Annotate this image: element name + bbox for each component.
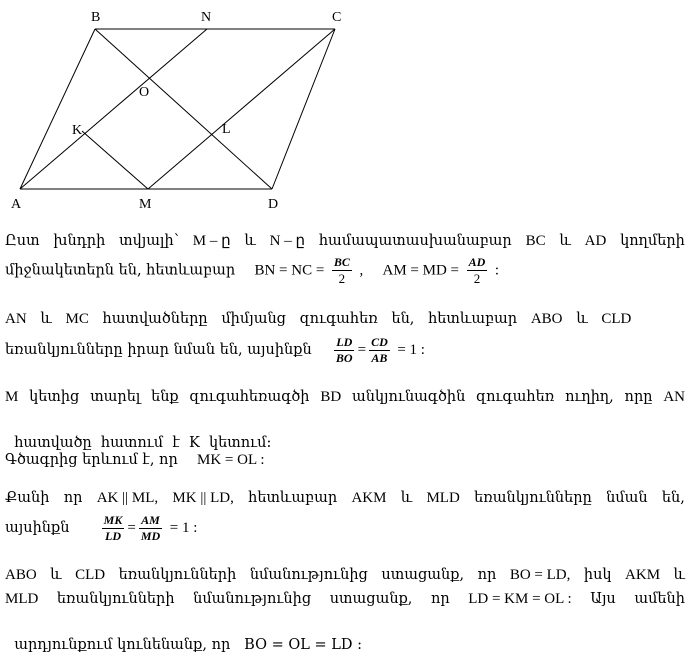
fraction-mk-ld	[102, 513, 125, 544]
parallelogram-figure	[0, 0, 693, 220]
word: և	[40, 311, 52, 327]
fraction-am-md	[139, 513, 162, 544]
p1-line2: միջնակետերն են, հետևաբար BN = NC = $\frac{BC}{2}$ , AM = MD = $\frac{AD}{2}$ :	[5, 255, 500, 286]
denominator: 2	[338, 271, 346, 286]
label-l: L	[222, 122, 231, 137]
word: իսկ	[583, 567, 612, 583]
denominator: 2	[473, 271, 481, 286]
p5-line2: այսինքն $\frac{MK}{LD}$ = $\frac{AM}{MD}$ = 1 :	[5, 512, 198, 543]
fraction-ld-bo	[334, 335, 355, 366]
word: նմանությունից	[193, 591, 312, 607]
equation: MK = OL :	[197, 452, 265, 468]
p6-line1	[5, 564, 685, 586]
p4	[5, 449, 685, 471]
word: և	[244, 233, 256, 249]
fraction-cd-ab	[369, 335, 390, 366]
denominator: BO	[335, 350, 353, 365]
text: եռանկյունները իրար նման են, այսինքն	[5, 342, 312, 358]
word: ABO	[530, 311, 563, 327]
numerator: LD	[336, 334, 353, 349]
denominator: AB	[371, 350, 388, 365]
word: MC	[65, 311, 89, 327]
fraction-ad-2	[467, 255, 488, 286]
p3-line2	[5, 410, 685, 454]
numerator: AM	[141, 512, 160, 527]
text: միջնակետերն են, հետևաբար	[5, 262, 236, 279]
word: զուգահեռ	[476, 389, 555, 405]
text: Գծագրից երևում է, որ	[5, 452, 178, 468]
word: եռանկյունների	[56, 591, 175, 607]
diagonal-bd	[95, 29, 272, 189]
label-a: A	[11, 197, 22, 212]
word: և	[576, 311, 588, 327]
word: և	[50, 567, 62, 583]
p2-line2: եռանկյունները իրար նման են, այսինքն $\frac{LD}{BO}$ = $\frac{CD}{AB}$ = 1 :	[5, 334, 425, 365]
word: որը	[624, 389, 653, 405]
word: խնդրի	[53, 233, 106, 249]
p5-line1	[5, 487, 685, 509]
equation: AM = MD =	[382, 262, 459, 279]
word: կողմերի	[620, 233, 685, 249]
equation: = 1 :	[169, 520, 198, 536]
numerator: AD	[468, 255, 486, 269]
label-c: C	[332, 10, 342, 25]
word: տարել	[90, 389, 141, 405]
word: ամենի	[634, 591, 685, 607]
word: ուղիղ,	[565, 389, 614, 405]
equation: = 1 :	[397, 342, 425, 358]
p1-line1	[5, 230, 685, 252]
denominator: MD	[140, 528, 161, 543]
word: LD = KM = OL :	[468, 591, 572, 607]
word: AN	[663, 389, 685, 405]
p6-line3	[5, 612, 685, 656]
word: CLD	[75, 567, 106, 583]
p2-line1	[5, 308, 685, 330]
denominator: LD	[105, 528, 121, 543]
text: արդյունքում կունենանք, որ BO = OL = LD :	[14, 637, 362, 653]
label-n: N	[201, 10, 212, 25]
word: BD	[320, 389, 342, 405]
word: ստացանք,	[381, 567, 465, 583]
word: BO = LD,	[509, 567, 571, 583]
numerator: MK	[103, 512, 123, 527]
word: AN	[5, 311, 27, 327]
word: և	[400, 490, 413, 506]
word: անկյունագծին	[351, 389, 466, 405]
word: միմյանց	[221, 311, 286, 327]
text: հատվածը հատում է K կետում:	[14, 435, 272, 451]
segment-ab	[20, 29, 95, 189]
word: M – ը	[192, 233, 231, 249]
word: MLD	[426, 490, 460, 506]
word: ենք	[151, 389, 179, 405]
word: ABO	[5, 567, 37, 583]
segment-mk	[82, 131, 148, 189]
word: կետից	[29, 389, 80, 405]
word: են,	[391, 311, 415, 327]
word: N – ը	[269, 233, 306, 249]
word: եռանկյունները	[474, 490, 592, 506]
word: որ	[430, 591, 450, 607]
label-m: M	[139, 197, 152, 212]
fraction-bc-2	[332, 255, 352, 286]
word: Այս	[590, 591, 616, 607]
word: տվյալի՝	[119, 233, 179, 249]
p6-line2	[5, 588, 685, 610]
numerator: CD	[371, 334, 388, 349]
word: MK || LD,	[172, 490, 234, 506]
word: MLD	[5, 591, 39, 607]
word: հետևաբար	[248, 490, 338, 506]
word: զուգահեռ	[299, 311, 378, 327]
word: AK || ML,	[96, 490, 159, 506]
word: համապատասխանաբար	[318, 233, 512, 249]
word: և	[673, 567, 685, 583]
word: են,	[661, 490, 685, 506]
segment-mc	[148, 29, 335, 189]
label-d: D	[268, 197, 279, 212]
p3-line1	[5, 386, 685, 408]
word: եռանկյունների	[118, 567, 237, 583]
word: Քանի	[5, 490, 50, 506]
label-o: O	[139, 85, 150, 100]
word: հատվածները	[102, 311, 208, 327]
word: նմանությունից	[249, 567, 368, 583]
word: AD	[584, 233, 607, 249]
word: CLD	[601, 311, 632, 327]
word: BC	[525, 233, 546, 249]
text: :	[494, 262, 500, 279]
word: զուգահեռագծի	[189, 389, 310, 405]
numerator: BC	[333, 255, 350, 269]
word: նման	[606, 490, 648, 506]
word: հետևաբար	[428, 311, 518, 327]
word: Ըստ	[5, 233, 40, 249]
segment-cd	[272, 29, 335, 189]
text: այսինքն	[5, 520, 70, 536]
segment-an	[20, 29, 207, 189]
word: ստացանք,	[329, 591, 413, 607]
word: AKM	[625, 567, 661, 583]
word: որ	[477, 567, 497, 583]
label-b: B	[91, 10, 101, 25]
word: M	[5, 389, 19, 405]
label-k: K	[72, 123, 83, 138]
word: AKM	[351, 490, 387, 506]
equation: BN = NC =	[254, 262, 325, 279]
word: և	[559, 233, 571, 249]
word: որ	[63, 490, 83, 506]
